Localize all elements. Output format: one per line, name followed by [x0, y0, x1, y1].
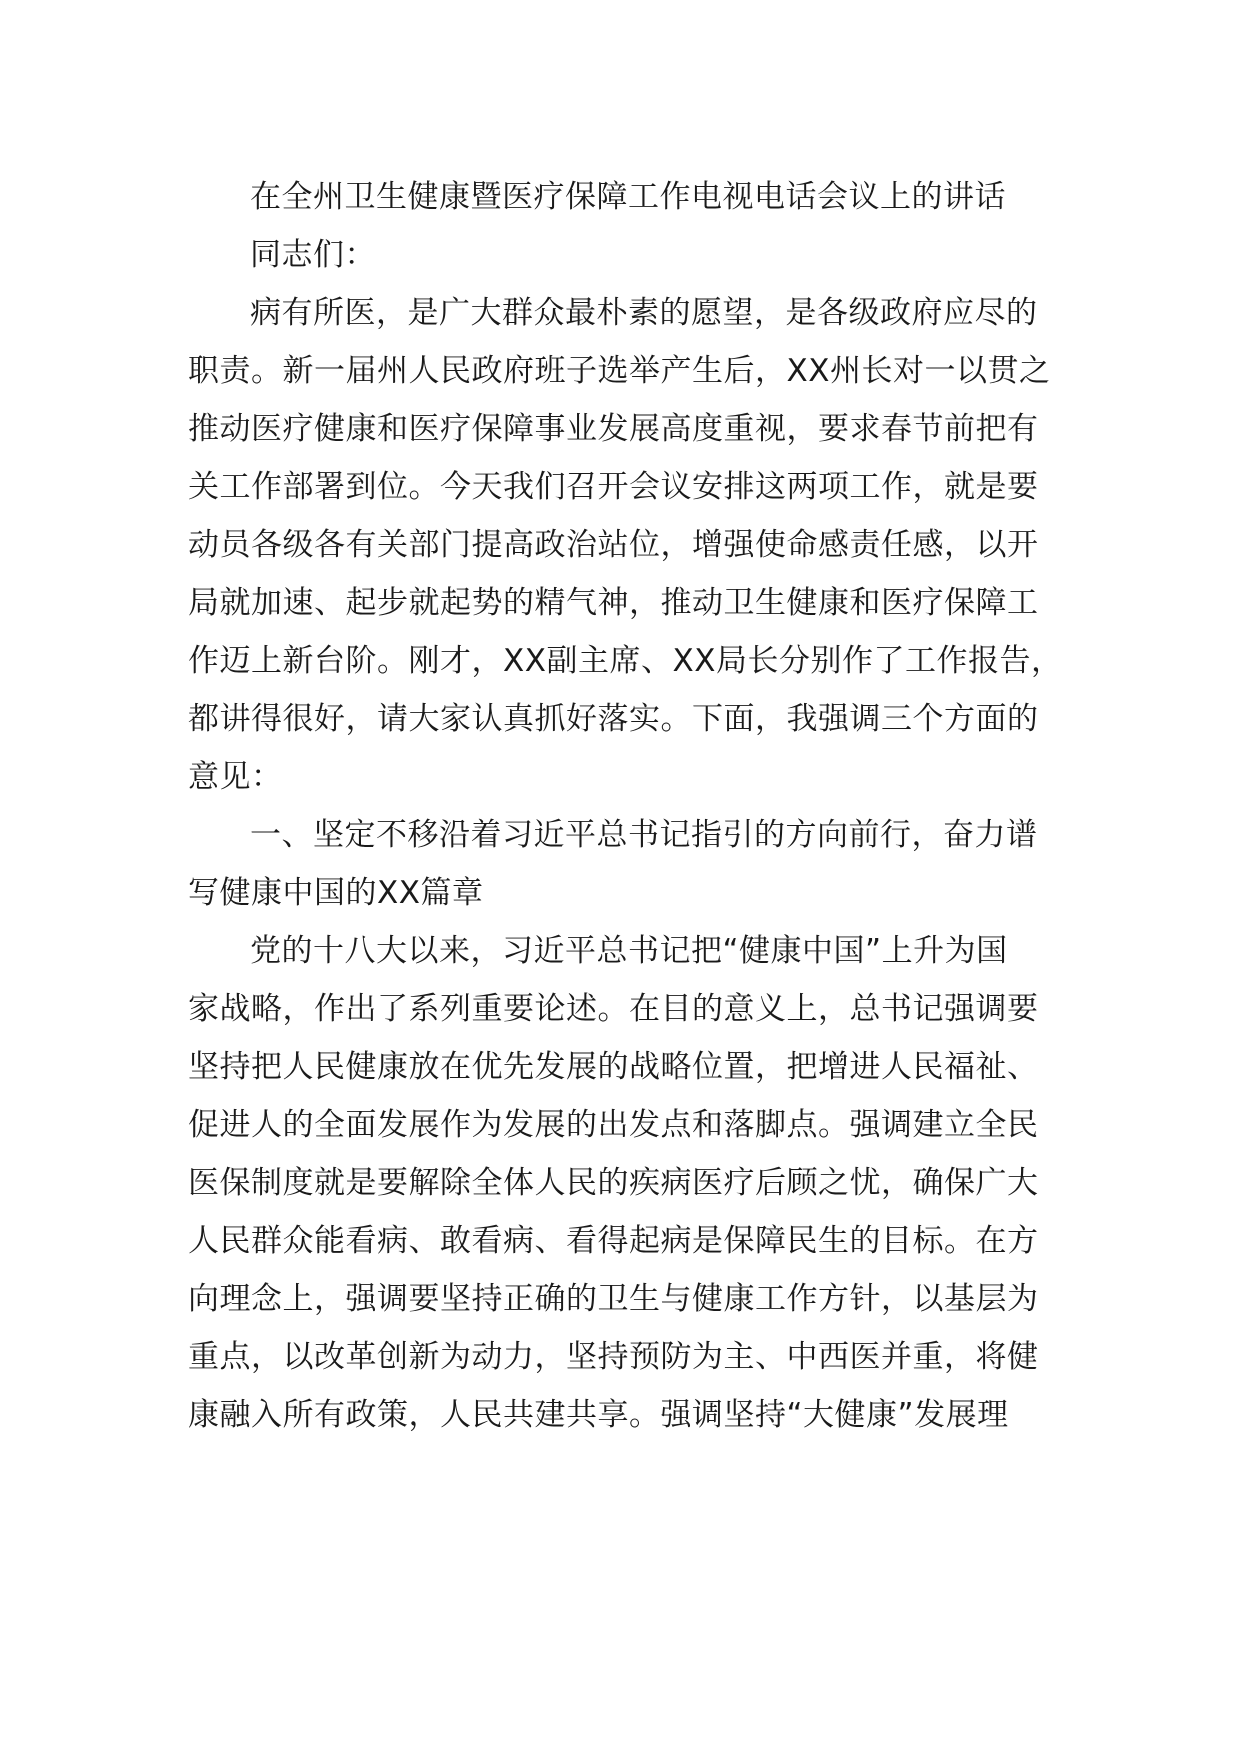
- paragraph-line: 关工作部署到位。今天我们召开会议安排这两项工作，就是要: [188, 469, 1039, 505]
- paragraph-line: 人民群众能看病、敢看病、看得起病是保障民生的目标。在方: [188, 1223, 1039, 1259]
- paragraph-line: 家战略，作出了系列重要论述。在目的意义上，总书记强调要: [188, 991, 1039, 1027]
- paragraph-line: 病有所医，是广大群众最朴素的愿望，是各级政府应尽的: [250, 295, 1038, 331]
- paragraph-line: 促进人的全面发展作为发展的出发点和落脚点。强调建立全民: [188, 1107, 1039, 1143]
- paragraph-line: 坚持把人民健康放在优先发展的战略位置，把增进人民福祉、: [188, 1049, 1039, 1085]
- paragraph-line: 意见：: [188, 759, 283, 795]
- paragraph-line: 向理念上，强调要坚持正确的卫生与健康工作方针，以基层为: [188, 1281, 1039, 1317]
- salutation: 同志们：: [250, 237, 376, 273]
- paragraph-line: 作迈上新台阶。刚才，XX副主席、XX局长分别作了工作报告，: [188, 643, 1063, 679]
- paragraph-line: 局就加速、起步就起势的精气神，推动卫生健康和医疗保障工: [188, 585, 1039, 621]
- paragraph-line: 重点，以改革创新为动力，坚持预防为主、中西医并重，将健: [188, 1339, 1039, 1375]
- paragraph-line: 党的十八大以来，习近平总书记把“健康中国”上升为国: [250, 933, 1008, 969]
- document-title: 在全州卫生健康暨医疗保障工作电视电话会议上的讲话: [250, 179, 1006, 215]
- paragraph-line: 职责。新一届州人民政府班子选举产生后，XX州长对一以贯之: [188, 353, 1051, 389]
- section-heading-line: 写健康中国的XX篇章: [188, 875, 484, 911]
- paragraph-line: 康融入所有政策，人民共建共享。强调坚持“大健康”发展理: [188, 1397, 1009, 1433]
- section-heading-line: 一、坚定不移沿着习近平总书记指引的方向前行，奋力谱: [250, 817, 1038, 853]
- paragraph-line: 都讲得很好，请大家认真抓好落实。下面，我强调三个方面的: [188, 701, 1039, 737]
- paragraph-line: 推动医疗健康和医疗保障事业发展高度重视，要求春节前把有: [188, 411, 1039, 447]
- paragraph-line: 医保制度就是要解除全体人民的疾病医疗后顾之忧，确保广大: [188, 1165, 1039, 1201]
- paragraph-line: 动员各级各有关部门提高政治站位，增强使命感责任感，以开: [188, 527, 1039, 563]
